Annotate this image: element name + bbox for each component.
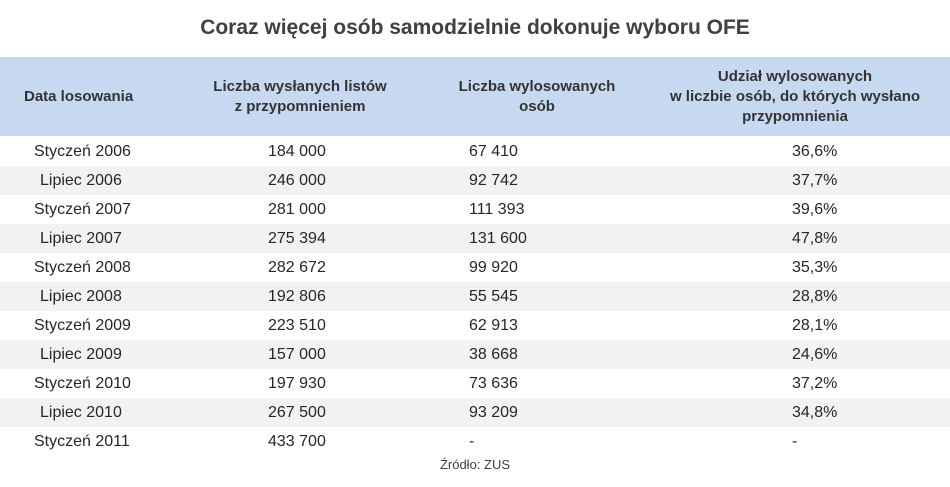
cell-date: Lipiec 2008	[0, 282, 166, 311]
cell-drawn-persons: 111 393	[469, 200, 525, 218]
column-header-letters-sent-line: Liczba wysłanych listów	[213, 77, 387, 95]
cell-drawn-persons: 55 545	[434, 282, 640, 311]
cell-letters-sent: 184 000	[268, 142, 326, 160]
table-row	[0, 369, 950, 398]
cell-date: Styczeń 2007	[34, 200, 131, 218]
cell-share: 36,6%	[792, 142, 838, 160]
cell-share: 47,8%	[640, 224, 950, 253]
table-row	[0, 253, 950, 282]
data-table	[0, 57, 950, 456]
table-row	[0, 398, 950, 427]
cell-drawn-persons: 73 636	[469, 374, 518, 392]
column-header-drawn-persons	[434, 57, 640, 137]
cell-share: -	[792, 432, 798, 450]
cell-date: Styczeń 2011	[34, 432, 130, 450]
cell-share: 39,6%	[792, 200, 838, 218]
table-row	[0, 195, 950, 224]
cell-letters-sent: 282 672	[268, 258, 326, 276]
table-row	[0, 224, 950, 253]
cell-date: Lipiec 2007	[0, 224, 166, 253]
cell-letters-sent: 246 000	[166, 166, 434, 195]
source-note: Źródło: ZUS	[439, 457, 511, 472]
cell-share: 34,8%	[640, 398, 950, 427]
column-header-letters-sent	[166, 57, 434, 137]
table-row	[0, 340, 950, 369]
cell-date: Lipiec 2006	[0, 166, 166, 195]
table-row	[0, 282, 950, 311]
cell-letters-sent: 192 806	[166, 282, 434, 311]
cell-drawn-persons: 62 913	[469, 316, 518, 334]
cell-letters-sent: 223 510	[268, 316, 326, 334]
cell-share: 37,2%	[792, 374, 838, 392]
cell-share: 28,1%	[792, 316, 838, 334]
cell-date: Styczeń 2010	[34, 374, 131, 392]
header-row	[0, 57, 950, 137]
cell-share: 37,7%	[640, 166, 950, 195]
cell-letters-sent: 433 700	[268, 432, 326, 450]
cell-drawn-persons: 67 410	[469, 142, 518, 160]
table-row	[0, 311, 950, 340]
column-header-share	[640, 57, 950, 137]
cell-share: 24,6%	[640, 340, 950, 369]
column-header-share-line: przypomnienia	[742, 107, 848, 125]
cell-letters-sent: 267 500	[166, 398, 434, 427]
cell-share: 28,8%	[640, 282, 950, 311]
table-row	[0, 427, 950, 456]
column-header-date-line: Data losowania	[24, 87, 134, 105]
cell-date: Lipiec 2009	[0, 340, 166, 369]
column-header-date	[0, 57, 166, 137]
cell-date: Styczeń 2008	[34, 258, 131, 276]
column-header-share-line: Udział wylosowanych	[717, 67, 873, 85]
column-header-drawn-persons-line: Liczba wylosowanych	[458, 77, 616, 95]
column-header-drawn-persons-line: osób	[519, 97, 555, 115]
cell-share: 35,3%	[792, 258, 838, 276]
cell-letters-sent: 197 930	[268, 374, 326, 392]
cell-letters-sent: 275 394	[166, 224, 434, 253]
cell-drawn-persons: 131 600	[434, 224, 640, 253]
cell-drawn-persons: 38 668	[434, 340, 640, 369]
cell-date: Styczeń 2006	[34, 142, 131, 160]
column-header-letters-sent-line: z przypomnieniem	[234, 97, 366, 115]
table-row	[0, 166, 950, 195]
table-body	[0, 137, 950, 457]
cell-drawn-persons: -	[469, 432, 475, 450]
chart-title: Coraz więcej osób samodzielnie dokonuje wyboru OFE	[200, 16, 750, 39]
table-row	[0, 137, 950, 167]
cell-date: Styczeń 2009	[34, 316, 131, 334]
cell-drawn-persons: 92 742	[434, 166, 640, 195]
cell-letters-sent: 157 000	[166, 340, 434, 369]
cell-date: Lipiec 2010	[0, 398, 166, 427]
cell-letters-sent: 281 000	[268, 200, 326, 218]
cell-drawn-persons: 99 920	[469, 258, 518, 276]
cell-drawn-persons: 93 209	[434, 398, 640, 427]
column-header-share-line: w liczbie osób, do których wysłano	[669, 87, 921, 105]
